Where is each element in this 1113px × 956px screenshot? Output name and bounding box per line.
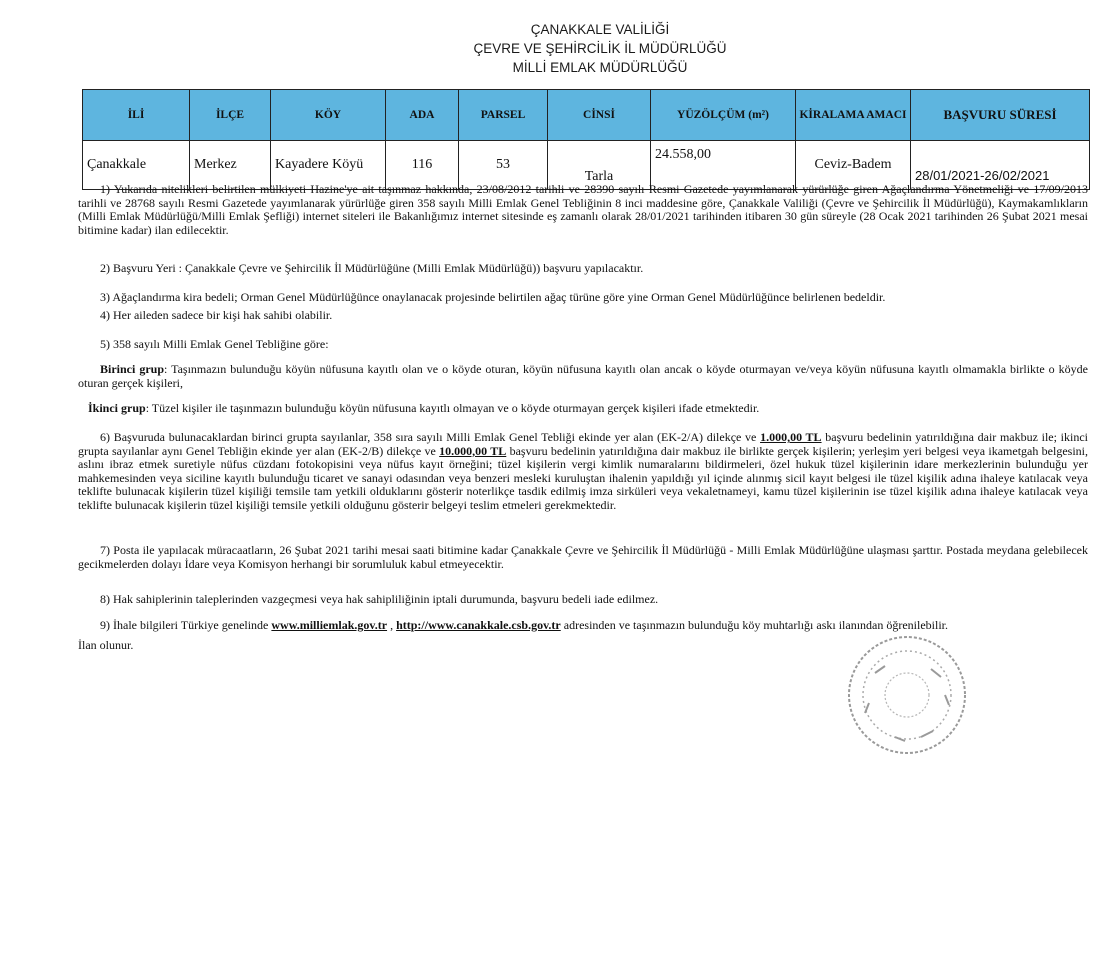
group-1-text: : Taşınmazın bulunduğu köyün nüfusuna kayıtlı olan ve o köyde oturan, köyün nüfusuna kayıtlı olan ancak o köyde oturmayan ve/veya köyün nüfusuna kayıtlı olmamakla birlikte o köyde oturan gerçek kişileri,	[78, 362, 1088, 390]
col-header-parsel: PARSEL	[459, 90, 548, 141]
paragraph-7: 7) Posta ile yapılacak müracaatların, 26 Şubat 2021 tarihi mesai saati bitimine kadar Çanakkale Çevre ve Şehircilik İl Müdürlüğü - Milli Emlak Müdürlüğüne ulaşması şarttır. Postada meydana gelebilecek gecikmelerden dolayı İdare veya Komisyon herhangi bir sorumluluk kabul etmeyecektir.	[78, 543, 1088, 571]
col-header-kiralama-amaci: KİRALAMA AMACI	[796, 90, 911, 141]
fee-amount-group-1: 1.000,00 TL	[760, 430, 822, 444]
cell-il: Çanakkale	[83, 141, 190, 190]
cell-koy: Kayadere Köyü	[271, 141, 386, 190]
paragraph-6-part-b: başvuru bedelinin yatırıldığına dair makbuz ile; ikinci grupta sayılanlar aynı Genel Tebliğin ekinde yer alan (EK-2/B) dilekçe ve	[78, 430, 1088, 458]
cell-parsel: 53	[459, 141, 548, 190]
cell-cinsi: Tarla	[548, 141, 651, 190]
col-header-cinsi: CİNSİ	[548, 90, 651, 141]
paragraph-6-part-a: 6) Başvuruda bulunacaklardan birinci grupta sayılanlar, 358 sıra sayılı Milli Emlak Genel Tebliği ekinde yer alan (EK-2/A) dilekçe ve	[100, 430, 761, 444]
fee-amount-group-2: 10.000,00 TL	[439, 443, 507, 458]
official-seal-stamp	[845, 633, 969, 757]
paragraph-9	[78, 619, 1088, 633]
paragraph-2: 2) Başvuru Yeri : Çanakkale Çevre ve Şehircilik İl Müdürlüğüne (Milli Emlak Müdürlüğü)) başvuru yapılacaktır.	[100, 261, 644, 275]
link-separator: ,	[387, 618, 397, 632]
header-line-3: MİLLİ EMLAK MÜDÜRLÜĞÜ	[512, 60, 688, 75]
paragraph-5: 5) 358 sayılı Milli Emlak Genel Tebliğine göre:	[100, 337, 329, 351]
canakkale-csb-link[interactable]: http://www.canakkale.csb.gov.tr	[396, 618, 561, 632]
cell-yuzolcum: 24.558,00	[651, 141, 796, 190]
group-1-label: Birinci grup	[100, 362, 164, 376]
table-header-row	[83, 90, 1090, 141]
paragraph-6	[78, 431, 1088, 512]
cell-ada: 116	[386, 141, 459, 190]
header-line-2: ÇEVRE VE ŞEHİRCİLİK İL MÜDÜRLÜĞÜ	[473, 41, 727, 56]
cell-ilce: Merkez	[190, 141, 271, 190]
col-header-ada: ADA	[386, 90, 459, 141]
milliemlak-link[interactable]: www.milliemlak.gov.tr	[271, 618, 388, 632]
document-header	[0, 20, 1113, 77]
property-table	[82, 89, 1090, 190]
group-1-definition	[78, 363, 1088, 390]
paragraph-8: 8) Hak sahiplerinin taleplerinden vazgeçmesi veya hak sahipliliğinin iptali durumunda, başvuru bedeli iade edilmez.	[100, 592, 659, 606]
group-2-text: : Tüzel kişiler ile taşınmazın bulunduğu köyün nüfusuna kayıtlı olmayan ve o köyde oturmayan gerçek kişileri ifade etmektedir.	[145, 401, 760, 415]
col-header-koy: KÖY	[271, 90, 386, 141]
header-line-1: ÇANAKKALE VALİLİĞİ	[530, 22, 670, 37]
paragraph-3: 3) Ağaçlandırma kira bedeli; Orman Genel Müdürlüğünce onaylanacak projesinde belirtilen ağaç türüne göre yine Orman Genel Müdürlüğünce belirlenen bedeldir.	[100, 290, 886, 304]
paragraph-6-part-c: başvuru bedelinin yatırıldığına dair makbuz ile birlikte gerçek kişilerin; yerleşim yeri belgesi veya ikametgah belgesini, aslını ibraz etmek suretiyle nüfus cüzdanı fotokopisini veya nüfus kayıt örneğini; tüzel kişilerin vergi kimlik numaralarını bildirmeleri, özel hukuk tüzel kişilerinin idare merkezlerinin bulunduğu yer mahkemesinden veya siciline kayıtlı bulunduğu ticaret ve sanayi odasından veya benzeri mesleki kuruluştan ihalenin yapıldığı yıl içinde alınmış sicil kayıt belgesi ile tüzel kişilik adına ihaleye katılacak veya teklifte bulunacak kişilerin tüzel kişiliği temsile tam yetkili olduklarını gösterir noterlikçe tasdik edilmiş imza sirküleri veya vekaletnameyi, kamu tüzel kişilerinin ise tüzel kişilik adına ihaleye katılacak veya teklifte bulunacak kişilerin tüzel kişiliği temsile yetkili olduğunu gösterir belgeyi teslim etmeleri gerekmektedir.	[78, 443, 1089, 512]
paragraph-9-part-b: adresinden ve taşınmazın bulunduğu köy muhtarlığı askı ilanından öğrenilebilir.	[560, 618, 949, 632]
cell-kiralama-amaci: Ceviz-Badem	[796, 141, 911, 190]
paragraph-9-part-a: 9) İhale bilgileri Türkiye genelinde	[100, 618, 272, 632]
col-header-basvuru-suresi: BAŞVURU SÜRESİ	[911, 90, 1090, 141]
paragraph-4: 4) Her aileden sadece bir kişi hak sahibi olabilir.	[100, 308, 333, 322]
col-header-yuzolcum: YÜZÖLÇÜM (m²)	[651, 90, 796, 141]
closing-text: İlan olunur.	[78, 638, 134, 652]
cell-basvuru-suresi: 28/01/2021-26/02/2021	[911, 141, 1090, 190]
group-2-definition	[88, 402, 1088, 416]
col-header-ilce: İLÇE	[190, 90, 271, 141]
col-header-il: İLİ	[83, 90, 190, 141]
group-2-label: İkinci grup	[88, 401, 146, 415]
paragraph-1: 1) Yukarıda nitelikleri belirtilen mülkiyeti Hazine'ye ait taşınmaz hakkında, 23/08/2012 tarihli ve 28390 sayılı Resmi Gazetede yayımlanarak yürürlüğe giren Ağaçlandırma Yönetmeliği ve 17/09/2013 tarihli ve 28768 sayılı Resmi Gazetede yayımlanarak yürürlüğe giren 358 sayılı Milli Emlak Genel Tebliğinin 8 inci maddesine göre, Çanakkale Valiliği (Çevre ve Şehircilik İl Müdürlüğü), Kaymakamlıkların (Milli Emlak Müdürlüğü/Milli Emlak Şefliği) internet siteleri ile Bakanlığımız internet sitesinde eş zamanlı olarak 28/01/2021 tarihinden itibaren 30 gün süreyle (28 Ocak 2021 tarihinden 26 Şubat 2021 mesai bitimine kadar) ilan edilecektir.	[78, 182, 1088, 237]
